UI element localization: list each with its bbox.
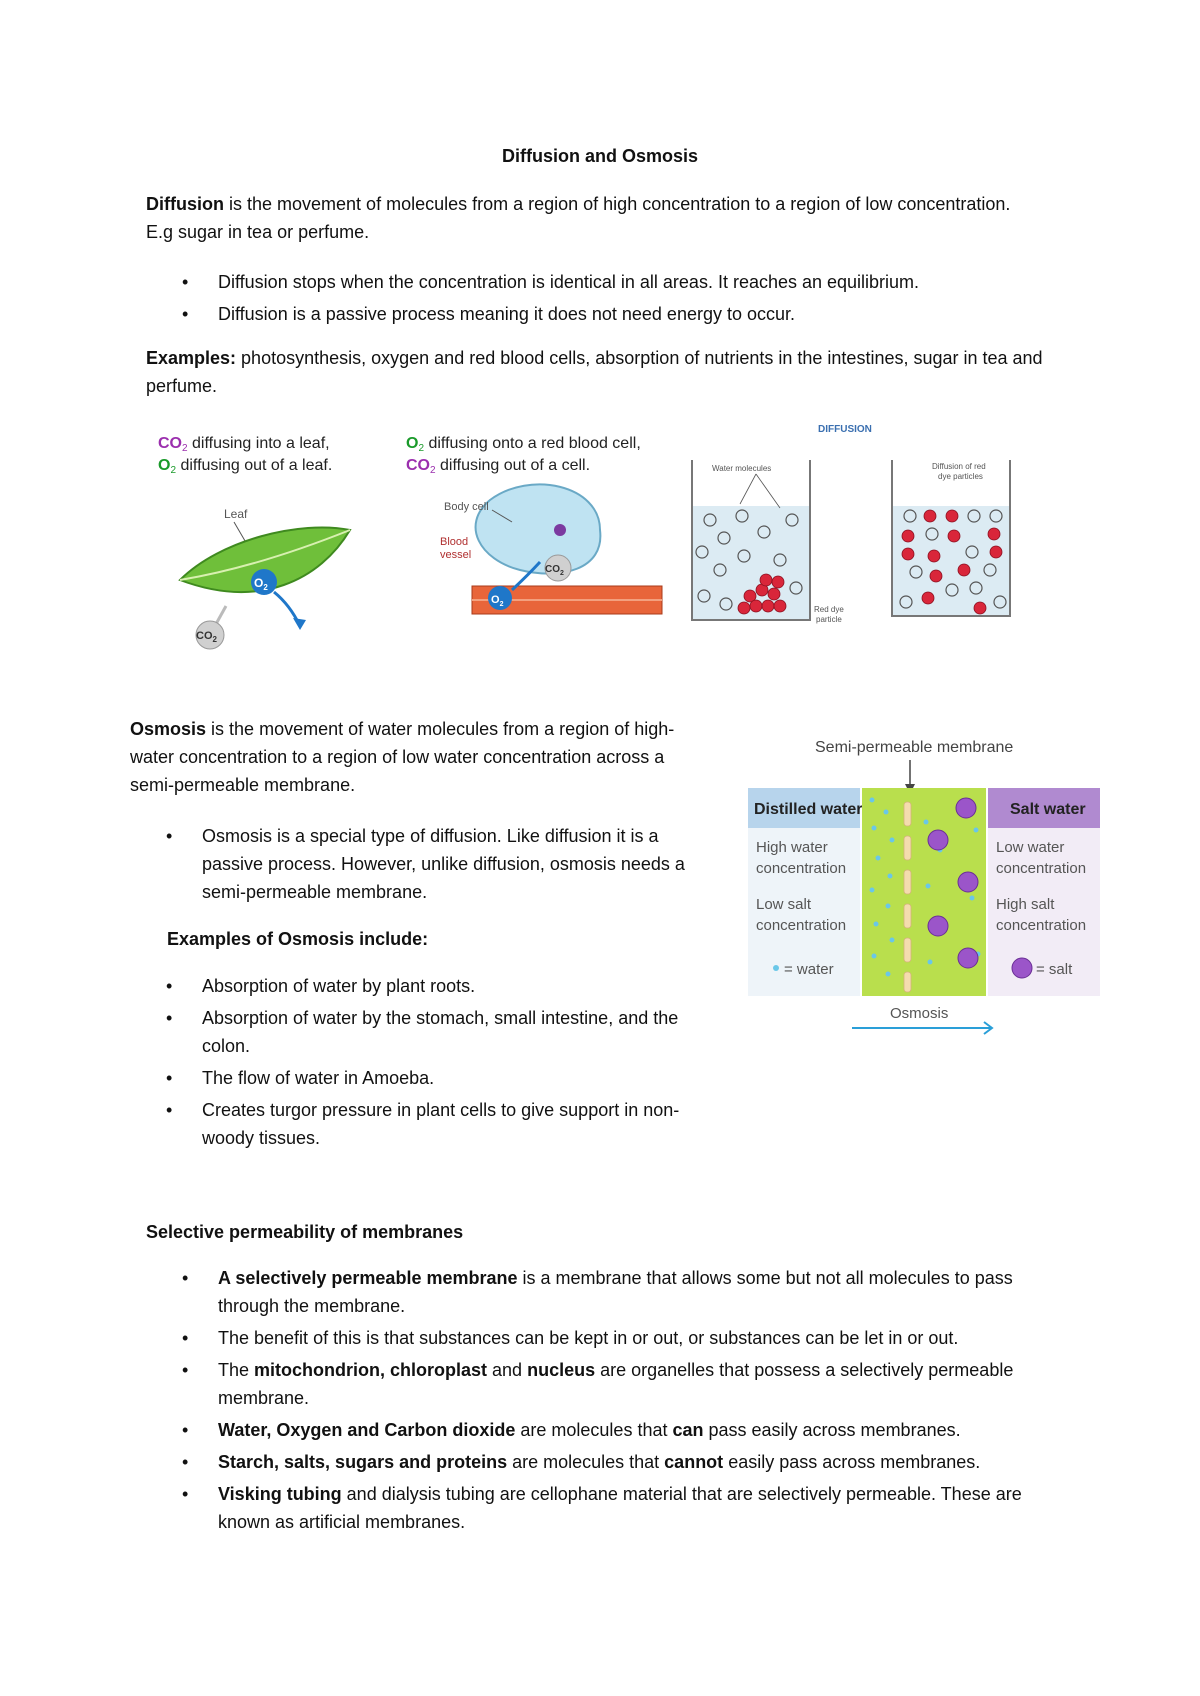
list-item: • Water, Oxygen and Carbon dioxide are molecules that can pass easily across membranes. [146,1416,1076,1444]
salt-legend-icon [1012,958,1032,978]
salt-legend: = salt [1036,961,1073,978]
list-item: • Visking tubing and dialysis tubing are cellophane material that are selectively permeable. These are known as artificial membranes. [146,1480,1076,1536]
diffusion-examples [146,344,1046,400]
leaf-label: Leaf [224,507,248,521]
list-item: • Creates turgor pressure in plant cells to give support in non-woody tissues. [130,1096,710,1152]
list-item: • Absorption of water by plant roots. [130,972,710,1000]
distilled-water-header: Distilled water [754,801,863,818]
list-item: • The mitochondrion, chloroplast and nucleus are organelles that possess a selectively permeable membrane. [146,1356,1076,1412]
osmosis-term: Osmosis [130,719,207,739]
page-title: Diffusion and Osmosis [501,146,699,166]
left-line3: Low salt [756,896,812,913]
list-item: • The flow of water in Amoeba. [130,1064,710,1092]
list-item: • Starch, salts, sugars and proteins are molecules that cannot easily pass across membranes. [146,1448,1076,1476]
diffusion-bullets [146,268,1066,332]
leaf-o2-label: $O_2$ [254,576,268,592]
salt-water-header: Salt water [1010,801,1086,818]
diffusion-label-2: dye particles [938,472,983,481]
osmosis-bullets [130,822,710,910]
left-line4: concentration [756,917,847,934]
left-line2: concentration [756,860,847,877]
body-cell-label: Body cell [444,501,489,513]
right-line1: Low water [996,839,1065,856]
leaf-caption-line1: CO2 diffusing into a leaf, [158,435,330,454]
nucleus-icon [554,524,566,536]
osmosis-definition [130,715,690,799]
left-line1: High water [756,839,828,856]
list-item: • Diffusion stops when the concentration is identical in all areas. It reaches an equilibrium. [146,268,1066,296]
list-item: • The benefit of this is that substances can be kept in or out, or substances can be let in or out. [146,1324,1076,1352]
right-line3: High salt [996,896,1055,913]
blood-cell-diffusion-figure [400,430,670,630]
diffusion-label-1: Diffusion of red [932,462,986,471]
list-item: • Osmosis is a special type of diffusion. Like diffusion it is a passive process. However, unlike diffusion, osmosis needs a semi-permeable membrane. [130,822,710,906]
list-item: • Absorption of water by the stomach, small intestine, and the colon. [130,1004,710,1060]
osmosis-examples [130,972,710,1156]
osmosis-definition-text: is the movement of water molecules from a region of high-water concentration to a region of low water concentration across a semi-permeable membrane. [130,719,675,795]
right-line4: concentration [996,917,1087,934]
beaker-header: DIFFUSION [818,424,872,435]
blood-caption-line2: CO2 diffusing out of a cell. [406,457,591,476]
diffusion-term: Diffusion [146,194,224,214]
osmosis-examples-heading: Examples of Osmosis include: [167,929,429,949]
body-cell-icon [476,484,601,573]
selective-heading: Selective permeability of membranes [146,1222,464,1242]
diffusion-definition [146,190,1026,246]
water-legend: = water [784,961,834,978]
leaf-caption-line2: O2 diffusing out of a leaf. [158,457,333,476]
diffusion-definition-text: is the movement of molecules from a region of high concentration to a region of low concentration. E.g sugar in tea or perfume. [146,194,1011,242]
examples-label: Examples: [146,348,237,368]
blood-caption-line1: O2 diffusing onto a red blood cell, [406,435,641,454]
blood-co2-label: $CO_2$ [545,564,564,577]
blood-label: Blood [440,536,469,548]
right-line2: concentration [996,860,1087,877]
water-molecules-label: Water molecules [712,464,772,473]
osmosis-membrane-figure [740,730,1110,1040]
leaf-diffusion-figure [150,430,380,650]
vessel-label: vessel [440,549,472,561]
selective-bullets [146,1264,1076,1540]
beaker-diffusion-figure [680,420,1040,630]
water-legend-icon [773,965,779,971]
osmosis-arrow-label: Osmosis [890,1005,949,1022]
examples-text: photosynthesis, oxygen and red blood cells, absorption of nutrients in the intestines, sugar in tea and perfume. [146,348,1043,396]
membrane-label: Semi-permeable membrane [815,739,1014,756]
red-dye-label-1: Red dye [814,605,844,614]
blood-o2-label: $O_2$ [491,594,504,608]
list-item: • Diffusion is a passive process meaning it does not need energy to occur. [146,300,1066,328]
red-dye-label-2: particle [816,615,842,624]
list-item: • A selectively permeable membrane is a membrane that allows some but not all molecules to pass through the membrane. [146,1264,1076,1320]
leaf-co2-label: $CO_2$ [196,630,217,644]
